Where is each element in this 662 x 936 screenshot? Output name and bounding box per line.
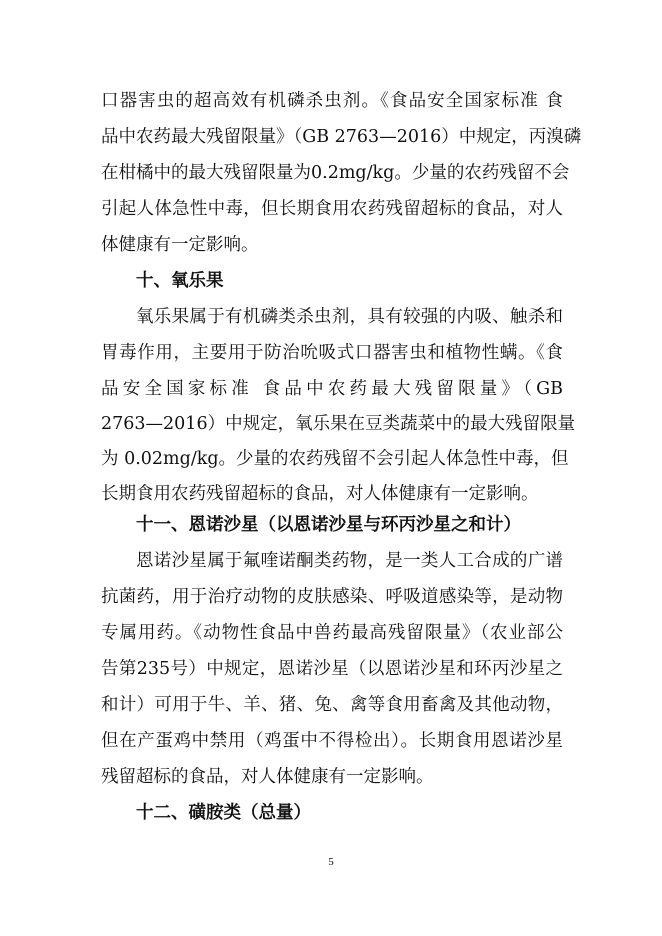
paragraph-line: 胃毒作用，主要用于防治吮吸式口器害虫和植物性螨。《食 [101,343,563,363]
paragraph-line: 专属用药。《动物性食品中兽药最高残留限量》（农业部公 [101,623,563,643]
paragraph-line: 口器害虫的超高效有机磷杀虫剂。《食品安全国家标准 食 [101,91,563,111]
paragraph-line: 为 0.02mg/kg。少量的农药残留不会引起人体急性中毒，但 [101,449,569,469]
paragraph-line: 体健康有一定影响。 [101,235,259,255]
paragraph-line: 在柑橘中的最大残留限量为0.2mg/kg。少量的农药残留不会 [101,163,570,183]
paragraph-line: 长期食用农药残留超标的食品，对人体健康有一定影响。 [101,484,539,504]
paragraph-line: 残留超标的食品，对人体健康有一定影响。 [101,767,434,787]
paragraph-line: 但在产蛋鸡中禁用（鸡蛋中不得检出）。长期食用恩诺沙星 [101,731,563,751]
paragraph-line: 恩诺沙星属于氟喹诺酮类药物，是一类人工合成的广谱 [136,551,563,571]
section-heading: 十二、磺胺类（总量） [136,803,311,823]
paragraph-line: 品中农药最大残留限量》（GB 2763—2016）中规定，丙溴磷 [101,127,582,147]
page-number: 5 [328,856,334,868]
paragraph-line: 引起人体急性中毒，但长期食用农药残留超标的食品，对人 [101,199,563,219]
paragraph-line: 抗菌药，用于治疗动物的皮肤感染、呼吸道感染等，是动物 [101,587,563,607]
paragraph-line: 氧乐果属于有机磷类杀虫剂，具有较强的内吸、触杀和 [136,307,563,327]
paragraph-line: 告第235号）中规定，恩诺沙星（以恩诺沙星和环丙沙星之 [101,659,563,679]
paragraph-line: 2763—2016）中规定，氧乐果在豆类蔬菜中的最大残留限量 [101,414,576,434]
section-heading: 十一、恩诺沙星（以恩诺沙星与环丙沙星之和计） [136,515,521,535]
paragraph-line: 和计）可用于牛、羊、猪、兔、禽等食用畜禽及其他动物， [101,695,563,715]
section-heading: 十、氧乐果 [136,271,224,291]
paragraph-line: 品安全国家标准 食品中农药最大残留限量》（GB [101,379,563,399]
